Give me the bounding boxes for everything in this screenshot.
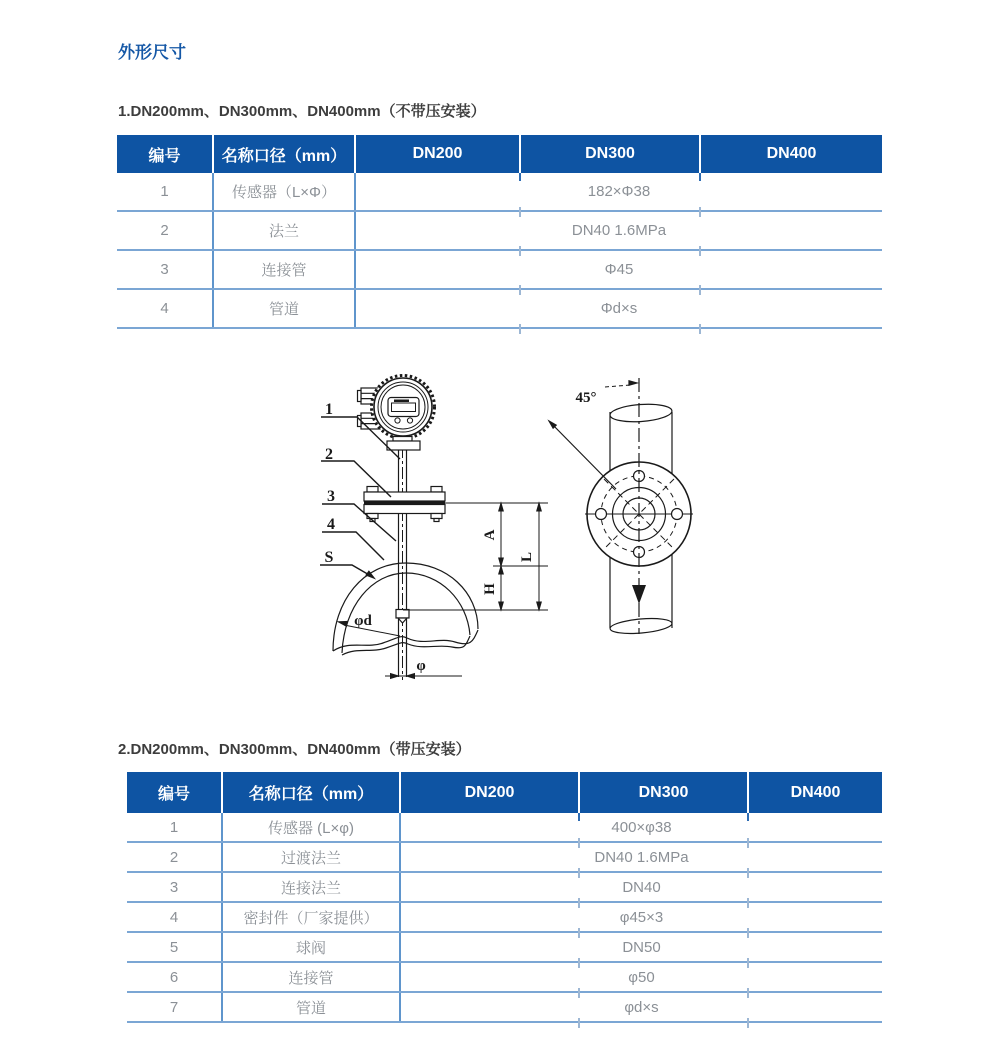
col-header-dn400: DN400 xyxy=(700,135,882,173)
dim-label-h: H xyxy=(482,583,498,595)
page-title: 外形尺寸 xyxy=(118,43,186,62)
probe-dia-label: φ xyxy=(416,658,426,674)
col-header-dn300: DN300 xyxy=(520,135,700,173)
column-tick xyxy=(578,813,580,821)
probe-pipe xyxy=(396,446,409,680)
col-header-name: 名称口径（mm） xyxy=(222,772,400,813)
col-header-dn400: DN400 xyxy=(748,772,882,813)
cell-no: 2 xyxy=(127,842,222,872)
cell-value: Φd×s xyxy=(355,289,882,328)
column-tick xyxy=(578,1018,580,1028)
cell-no: 3 xyxy=(117,250,213,289)
cell-name: 连接管 xyxy=(213,250,355,289)
cell-value: DN40 1.6MPa xyxy=(355,211,882,250)
wall-label-s: S xyxy=(324,549,334,566)
table-row xyxy=(127,813,882,842)
table-row xyxy=(127,872,882,902)
part-label-4: 4 xyxy=(327,516,335,533)
cell-no: 7 xyxy=(127,992,222,1022)
cell-value: DN50 xyxy=(400,932,882,962)
column-tick xyxy=(747,1018,749,1028)
table-row xyxy=(127,962,882,992)
cell-no: 2 xyxy=(117,211,213,250)
col-header-dn300: DN300 xyxy=(579,772,748,813)
col-header-no: 编号 xyxy=(127,772,222,813)
cell-value: 400×φ38 xyxy=(400,813,882,842)
col-header-name: 名称口径（mm） xyxy=(213,135,355,173)
table-row xyxy=(127,902,882,932)
column-tick xyxy=(747,988,749,998)
transmitter-head xyxy=(358,376,435,451)
cell-value: φd×s xyxy=(400,992,882,1022)
column-tick xyxy=(578,868,580,878)
column-tick xyxy=(747,928,749,938)
part-label-1: 1 xyxy=(325,401,333,418)
dim-label-l: L xyxy=(519,551,535,563)
cell-name: 传感器 (L×φ) xyxy=(222,813,400,842)
cell-no: 1 xyxy=(127,813,222,842)
column-tick xyxy=(747,868,749,878)
column-tick xyxy=(578,838,580,848)
cell-name: 管道 xyxy=(222,992,400,1022)
dim-label-a: A xyxy=(482,529,498,541)
pipe-front-view xyxy=(585,378,693,636)
part-label-3: 3 xyxy=(327,488,335,505)
cell-no: 4 xyxy=(117,289,213,328)
cell-name: 管道 xyxy=(213,289,355,328)
column-tick xyxy=(578,928,580,938)
cell-name: 过渡法兰 xyxy=(222,842,400,872)
cell-value: φ50 xyxy=(400,962,882,992)
table-row xyxy=(127,842,882,872)
cell-name: 连接法兰 xyxy=(222,872,400,902)
table-row xyxy=(127,992,882,1022)
table-row xyxy=(127,932,882,962)
cell-name: 法兰 xyxy=(213,211,355,250)
cell-value: DN40 xyxy=(400,872,882,902)
table-header-row xyxy=(127,772,882,813)
cell-name: 连接管 xyxy=(222,962,400,992)
cell-name: 球阀 xyxy=(222,932,400,962)
cell-name: 密封件（厂家提供） xyxy=(222,902,400,932)
col-header-no: 编号 xyxy=(117,135,213,173)
section1-heading: 1.DN200mm、DN300mm、DN400mm（不带压安装） xyxy=(118,103,486,120)
cell-name: 传感器（L×Φ） xyxy=(213,173,355,211)
column-tick xyxy=(578,898,580,908)
cell-no: 3 xyxy=(127,872,222,902)
dimension-lines xyxy=(385,503,548,678)
cell-no: 6 xyxy=(127,962,222,992)
column-tick xyxy=(747,838,749,848)
column-tick xyxy=(578,988,580,998)
section2-heading: 2.DN200mm、DN300mm、DN400mm（带压安装） xyxy=(118,741,471,758)
column-tick xyxy=(747,898,749,908)
col-header-dn200: DN200 xyxy=(355,135,520,173)
spec-table-2 xyxy=(127,772,882,1023)
column-tick xyxy=(747,813,749,821)
part-label-2: 2 xyxy=(325,446,333,463)
cell-value: Φ45 xyxy=(355,250,882,289)
column-tick xyxy=(578,958,580,968)
cell-no: 1 xyxy=(117,173,213,211)
mounting-flange xyxy=(364,487,445,522)
inner-dia-label: φd xyxy=(354,613,372,629)
angle-label: 45° xyxy=(575,390,597,406)
cell-value: φ45×3 xyxy=(400,902,882,932)
cell-value: 182×Φ38 xyxy=(355,173,882,211)
cell-value: DN40 1.6MPa xyxy=(400,842,882,872)
cell-no: 4 xyxy=(127,902,222,932)
col-header-dn200: DN200 xyxy=(400,772,579,813)
column-tick xyxy=(747,958,749,968)
cell-no: 5 xyxy=(127,932,222,962)
